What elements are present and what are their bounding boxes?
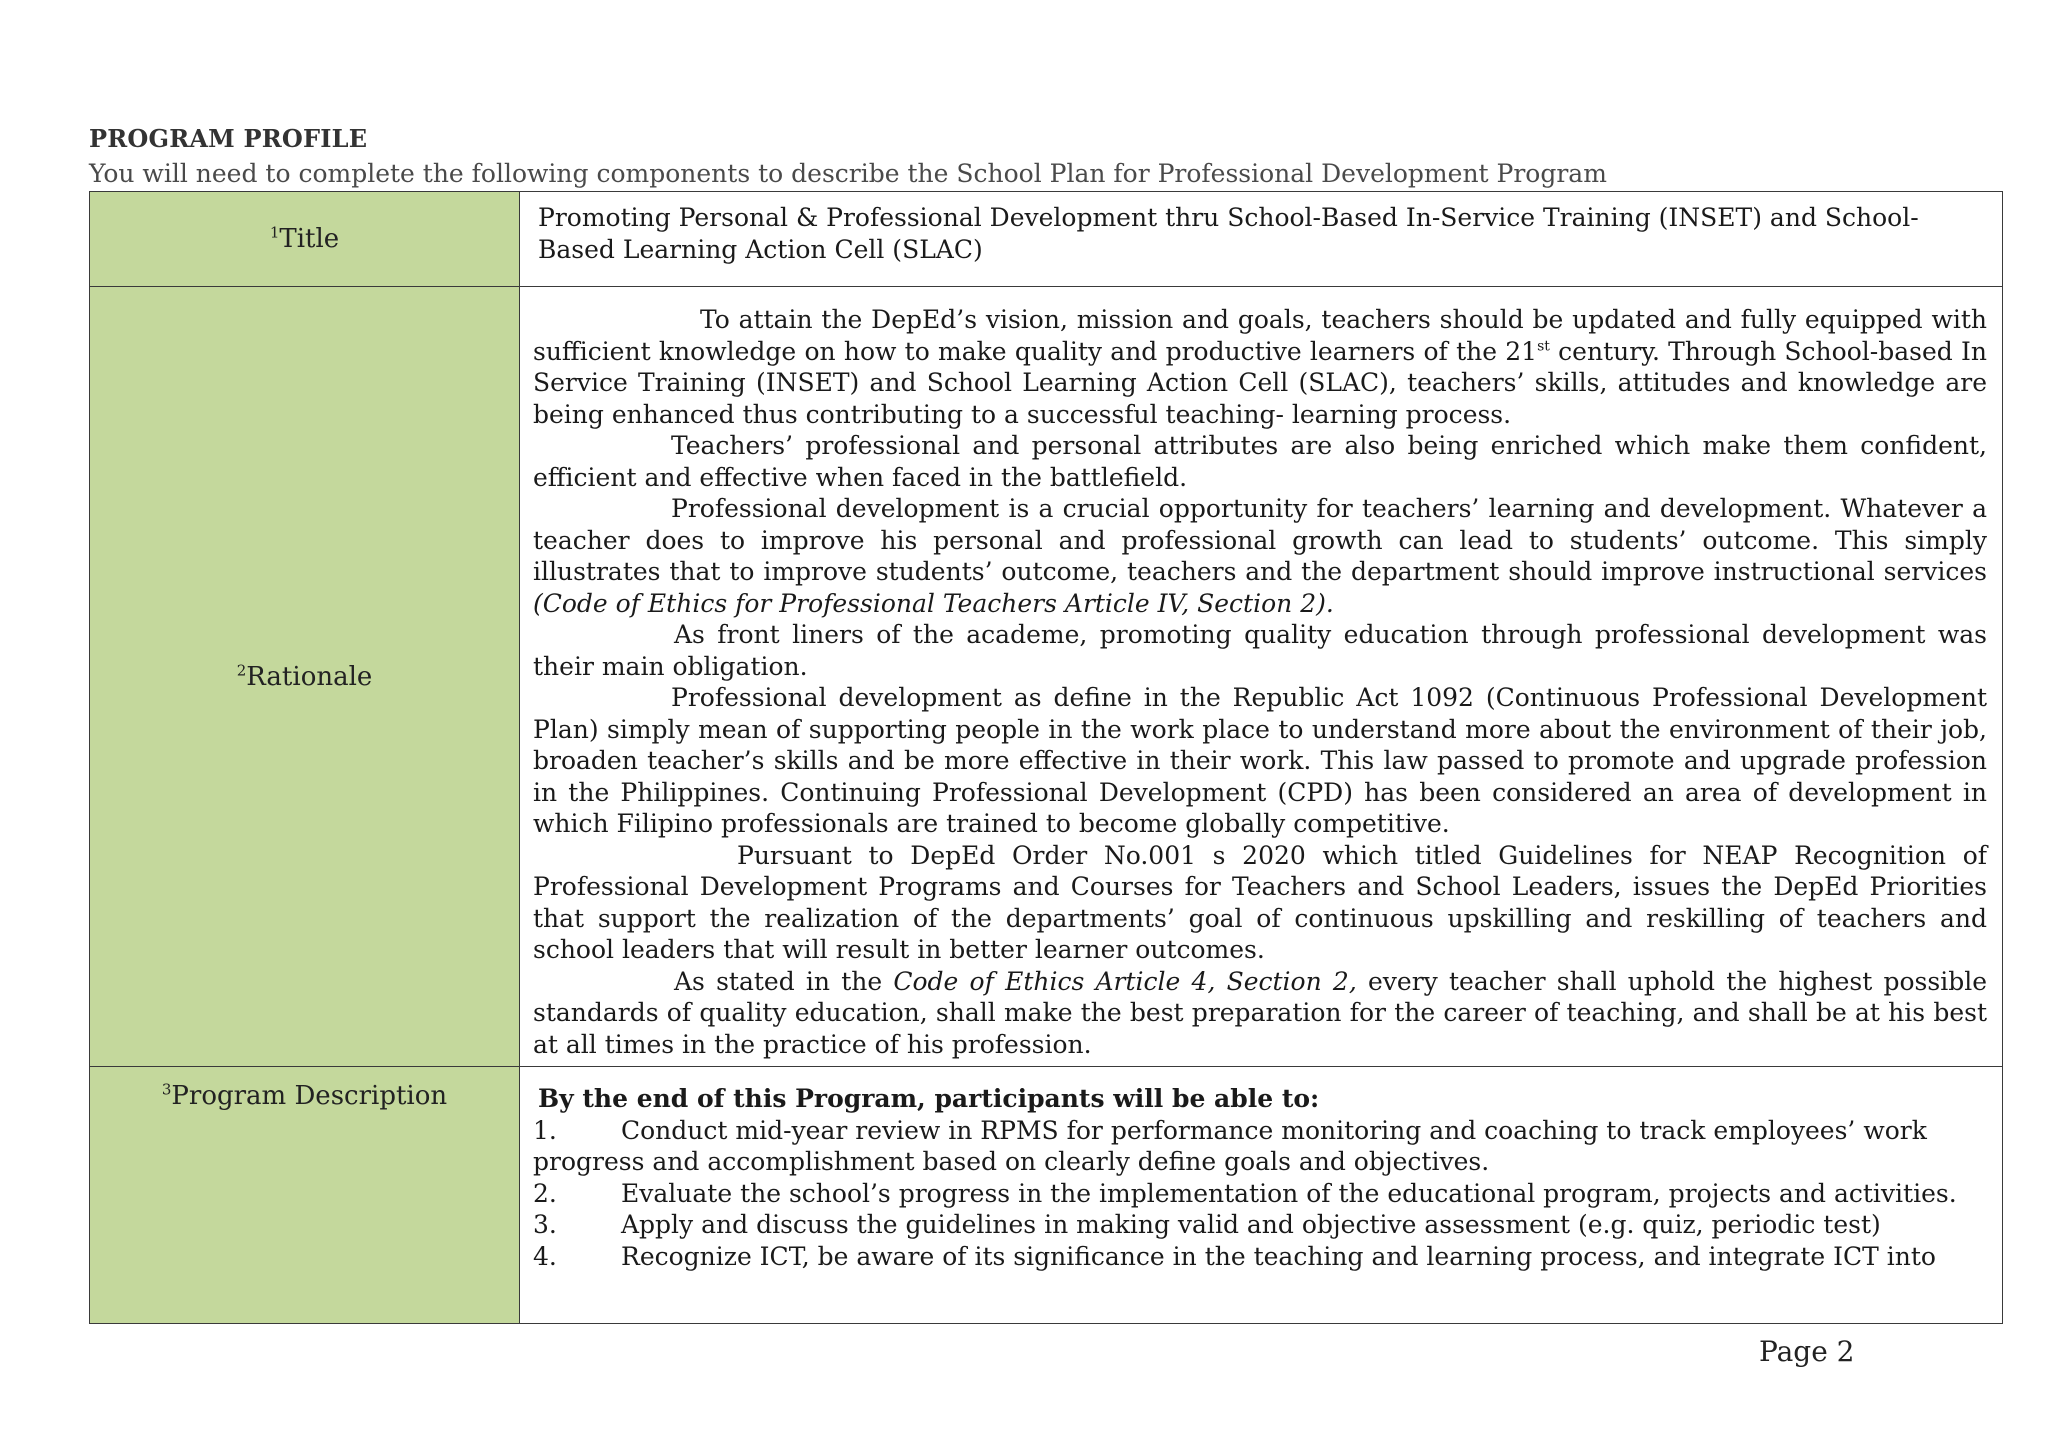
objective-item [533, 1241, 1987, 1273]
objective-number: 2. [533, 1178, 557, 1208]
objective-text: Recognize ICT, be aware of its significance in the teaching and learning process, and integrate ICT into [621, 1241, 1936, 1271]
objective-item [533, 1115, 1987, 1178]
rationale-paragraph-1 [533, 304, 1987, 430]
rationale-p1-text-a: To attain the DepEd’s vision, mission and goals, teachers should be updated and fully equipped with sufficient knowledge on how to make quality and productive learners of the 21 [533, 305, 1987, 366]
title-label: Title [279, 224, 340, 254]
description-label-cell [90, 1067, 520, 1324]
rationale-p3-citation: (Code of Ethics for Professional Teachers Article IV, Section 2). [533, 588, 1334, 618]
rationale-paragraph-4: As front liners of the academe, promoting quality education through professional development was their main obligation. [533, 620, 1987, 681]
objective-text: Conduct mid-year review in RPMS for performance monitoring and coaching to track employees’ work progress and accomplishment based on clearly define goals and objectives. [533, 1115, 1927, 1176]
rationale-label-cell [90, 287, 520, 1067]
rationale-p7-text-b: every teacher shall uphold the highest possible standards of quality education, shall make the best preparation for the career of teaching, and shall be at his best at all times in the practice of his profession. [533, 966, 1987, 1059]
rationale-p1-text-b: century. Through School-based In Service Training (INSET) and School Learning Action Cell (SLAC), teachers’ skills, attitudes and knowledge are being enhanced thus contributing to a successful teaching- learning process. [533, 336, 1987, 429]
page-heading: PROGRAM PROFILE [89, 124, 368, 153]
title-value-cell [520, 192, 2003, 287]
objective-number: 3. [533, 1210, 557, 1239]
rationale-p1-superscript: st [1537, 338, 1550, 355]
objective-number: 1. [533, 1115, 557, 1145]
description-footnote-marker: 3 [161, 1080, 172, 1099]
table-row-program-description [90, 1067, 2003, 1324]
rationale-paragraph-2: Teachers’ professional and personal attributes are also being enriched which make them confident, efficient and effective when faced in the battlefield. [533, 431, 1987, 492]
program-profile-table [89, 191, 2003, 1324]
rationale-value-cell [520, 287, 2003, 1067]
objective-item [533, 1209, 1987, 1241]
objective-item [533, 1178, 1987, 1210]
rationale-paragraph-5: Professional development as define in the Republic Act 1092 (Continuous Professional Development Plan) simply mean of supporting people in the work place to understand more about the environment of their job, broaden teacher’s skills and be more effective in their work. This law passed to promote and upgrade profession in the Philippines. Continuing Professional Development (CPD) has been considered an area of development in which Filipino professionals are trained to become globally competitive. [533, 683, 1987, 838]
rationale-label: Rationale [246, 661, 373, 692]
description-lead: By the end of this Program, participants will be able to: [538, 1084, 1320, 1113]
rationale-paragraph-3 [533, 493, 1987, 619]
rationale-paragraph-6: Pursuant to DepEd Order No.001 s 2020 which titled Guidelines for NEAP Recognition of Professional Development Programs and Courses for Teachers and School Leaders, issues the DepEd Priorities that support the realization of the departments’ goal of continuous upskilling and reskilling of teachers and school leaders that will result in better learner outcomes. [533, 840, 1987, 964]
objective-text: Evaluate the school’s progress in the implementation of the educational program, projects and activities. [621, 1178, 1957, 1208]
description-value-cell [520, 1067, 2003, 1324]
objective-number: 4. [533, 1241, 557, 1271]
rationale-p7-citation: Code of Ethics Article 4, Section 2, [893, 966, 1357, 996]
title-footnote-marker: 1 [269, 223, 280, 242]
title-value: Promoting Personal & Professional Development thru School-Based In-Service Training (INSET) and School-Based Learning Action Cell (SLAC) [538, 203, 1919, 264]
objective-text: Apply and discuss the guidelines in making valid and objective assessment (e.g. quiz, periodic test) [621, 1210, 1881, 1239]
description-label: Program Description [171, 1081, 448, 1111]
rationale-paragraph-7 [533, 966, 1987, 1061]
table-row-rationale [90, 287, 2003, 1067]
rationale-p3-text: Professional development is a crucial opportunity for teachers’ learning and development. Whatever a teacher does to improve his personal and professional growth can lead to students’ outcome. This simply illustrates that to improve students’ outcome, teachers and the department should improve instructional services [533, 494, 1987, 586]
rationale-p7-text-a: As stated in the [674, 966, 894, 996]
title-label-cell [90, 192, 520, 287]
page-number: Page 2 [1759, 1335, 1855, 1368]
page-instructions: You will need to complete the following components to describe the School Plan for Professional Development Program [89, 159, 1607, 188]
rationale-footnote-marker: 2 [236, 660, 247, 679]
table-row-title [90, 192, 2003, 287]
